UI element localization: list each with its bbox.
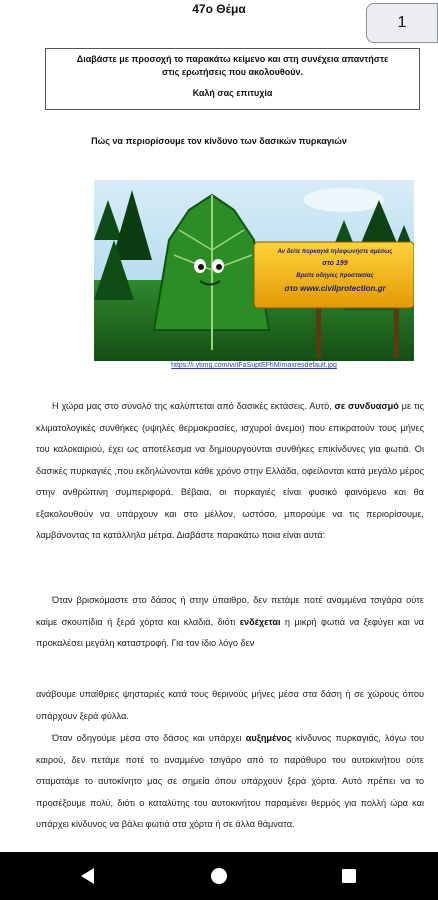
paragraph-2-bold: ενδέχεται: [239, 616, 281, 627]
paragraph-1: [36, 396, 424, 547]
paragraph-4-bold: αυξημένος: [245, 733, 292, 743]
paragraph-4-text-a: Όταν οδηγούμε μέσα στο δάσος και υπάρχει: [52, 733, 246, 743]
good-luck-text: Καλή σας επιτυχία: [192, 88, 273, 98]
sign-line-4: στο www.civilprotection.gr: [284, 284, 386, 293]
back-icon: [79, 867, 97, 885]
paragraph-1-bold-2: συνδυασμό: [348, 401, 399, 411]
paragraph-1-text-c: με τις κλιματολογικές συνθήκες (υψηλές θερμοκρασίες, ισχυροί άνεμοι) που επικρατούν τους μήνες του καλοκαιριού, έχει ως αποτέλεσμα να δημιουργούνται συνθήκες επικίνδυνες για φωτιά. Οι δασικές πυρκαγιές ,που εκδηλώνονται κάθε χρόνο στην Ελλάδα, οφείλονται κατά μεγάλο μέρος στην ανθρώπινη συμπεριφορά. Βέβαια, οι πυρκαγιές είναι φυσικό φαινόμενο και θα εξακολουθούν να υπάρχουν και στο μέλλον, ωστόσο, μπορούμε να τις περιορίσουμε, λαμβάνοντας τα κατάλληλα μέτρα. Διαβάστε παρακάτω ποια είναι αυτά:: [36, 401, 424, 540]
article-heading: Πώς να περιορίσουμε τον κίνδυνο των δασικών πυρκαγιών: [91, 136, 347, 146]
recents-button[interactable]: [319, 852, 379, 900]
forest-fire-illustration: [94, 180, 414, 361]
instructions-line-1: Διαβάστε με προσοχή το παρακάτω κείμενο και στη συνέχεια απαντήστε: [76, 54, 389, 64]
instructions-box: [45, 48, 420, 110]
back-button[interactable]: [58, 852, 118, 900]
paragraph-1-text-a: Η χώρα μας στο σύνολό της καλύπτεται από δασικές εκτάσεις. Αυτό,: [52, 401, 335, 411]
recents-icon: [341, 868, 357, 884]
paragraph-4: [36, 728, 424, 836]
page-number-badge[interactable]: 1: [366, 3, 438, 43]
paragraph-3: [36, 684, 424, 727]
navigation-bar: [0, 852, 438, 900]
paragraph-3-text: ανάβουμε υπαίθριες ψησταριές κατά τους θερινούς μήνες μέσα στα δάση ή σε χώρους όπου υπάρχουν ξερά φύλλα.: [36, 689, 424, 721]
sign-line-2: στο 199: [322, 260, 348, 267]
image-caption-link[interactable]: https://i.ytimg.com/vi/tFaSuptEFhM/maxresdefault.jpg: [171, 362, 337, 369]
home-icon: [210, 867, 228, 885]
paragraph-2-text-c: η μικρή φωτιά να ξεφύγει και να προκαλέσει μεγάλη καταστροφή. Για τον ίδιο λόγο δεν: [36, 616, 424, 648]
instructions-line-2: στις ερωτήσεις που ακολουθούν.: [161, 67, 304, 77]
sign-line-1: Αν δείτε πυρκαγιά τηλεφωνήστε αμέσως: [277, 249, 393, 255]
home-button[interactable]: [189, 852, 249, 900]
paragraph-4-text-c: κίνδυνος πυρκαγιάς, λόγω του καιρού, δεν πετάμε ποτέ το αναμμένο τσιγάρο από το παράθυρο του αυτοκινήτου ούτε σταματάμε το αυτοκίνητο μας σε σημεία όπου υπάρχουν ξερά χόρτα. Αυτό πρέπει να το προσέξουμε πολύ, διότι ο καταλύτης του αυτοκινήτου παραμένει θερμός για πολλή ώρα και υπάρχει κίνδυνος να βάλει φωτιά στα χόρτα ή σε άλλα θάμνατα.: [36, 733, 424, 829]
paragraph-2: [36, 590, 424, 655]
paragraph-2-text-a: Όταν βρισκόμαστε στο δάσος ή στην ύπαιθρο, δεν πετάμε ποτέ αναμμένα τσιγάρα ούτε καίμε σκουπίδια ή ξερά χόρτα και κλαδιά, διότι: [36, 595, 424, 627]
paragraph-1-bold-1: σε: [334, 401, 346, 411]
sign-line-3: Βρείτε οδηγίες προστασίας: [296, 273, 374, 279]
page-title: 47ο Θέμα: [192, 2, 246, 16]
